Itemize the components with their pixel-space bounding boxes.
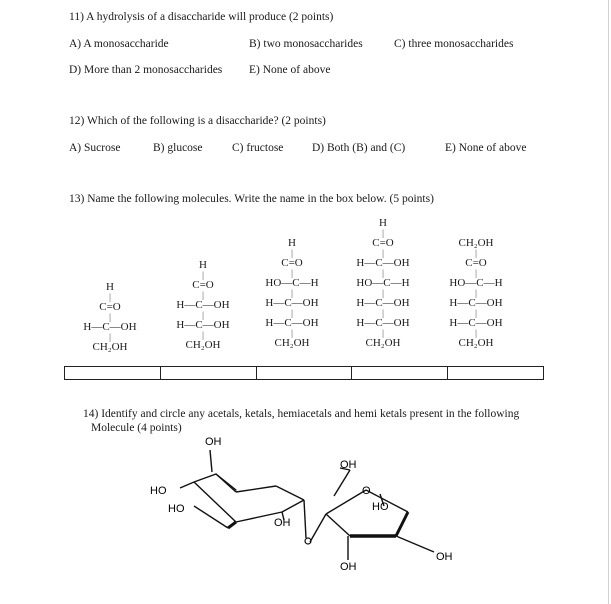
label-oh-right-top: OH: [340, 459, 357, 471]
mol5-line: CH₂OH: [458, 337, 494, 349]
mol4-line: H: [379, 217, 387, 229]
mol2-line: CH₂OH: [185, 339, 221, 351]
mol3-line: C=O: [281, 257, 303, 269]
mol3-line: H—C—OH: [265, 317, 319, 329]
q12-option-d: D) Both (B) and (C): [312, 142, 406, 154]
mol2-line: H—C—OH: [176, 299, 230, 311]
mol1-line: H: [106, 281, 114, 293]
q12-option-b: B) glucose: [153, 142, 203, 154]
mol3-line: H—C—OH: [265, 297, 319, 309]
q14-question-line2: Molecule (4 points): [91, 422, 182, 434]
mol4-line: CH₂OH: [365, 337, 401, 349]
molecule-5: CH₂OH | C=O | HO—C—H | H—C—OH | H—C—OH | CH₂OH: [438, 238, 514, 348]
mol4-line: H—C—OH: [356, 317, 410, 329]
label-ho-ring2: HO: [372, 501, 389, 513]
q12-option-c: C) fructose: [232, 142, 284, 154]
bond-oh-top: [210, 450, 212, 472]
mol2-line: H—C—OH: [176, 319, 230, 331]
q11-option-a: A) A monosaccharide: [69, 38, 169, 50]
mol3-line: H: [288, 237, 296, 249]
mol1-line: C=O: [99, 301, 121, 313]
q12-option-a: A) Sucrose: [69, 142, 121, 154]
mol1-line: CH₂OH: [92, 341, 128, 353]
molecule-4: H | C=O | H—C—OH | HO—C—H | H—C—OH | H—C—OH | CH₂OH: [345, 218, 421, 348]
mol5-line: C=O: [465, 257, 487, 269]
q11-option-c: C) three monosaccharides: [394, 38, 514, 50]
mol2-line: C=O: [192, 279, 214, 291]
q11-option-e: E) None of above: [249, 64, 331, 76]
mol5-line: HO—C—H: [449, 277, 503, 289]
q11-question: 11) A hydrolysis of a disaccharide will produce (2 points): [69, 11, 334, 23]
q12-option-e: E) None of above: [445, 142, 527, 154]
label-ho-left1: HO: [150, 485, 167, 497]
label-oh-top: OH: [205, 436, 222, 448]
mol3-line: CH₂OH: [274, 337, 310, 349]
mol4-line: H—C—OH: [356, 257, 410, 269]
mol5-line: H—C—OH: [449, 297, 503, 309]
molecule-3: H | C=O | HO—C—H | H—C—OH | H—C—OH | CH₂OH: [254, 238, 330, 348]
label-oh-ring: OH: [274, 517, 291, 529]
molecule-1: H | C=O | H—C—OH | CH₂OH: [78, 282, 142, 352]
label-oh-bottom: OH: [340, 561, 357, 573]
mol1-line: H—C—OH: [83, 321, 137, 333]
q11-option-b: B) two monosaccharides: [249, 38, 363, 50]
mol4-line: H—C—OH: [356, 297, 410, 309]
mol3-line: HO—C—H: [265, 277, 319, 289]
mol4-line: HO—C—H: [356, 277, 410, 289]
label-ho-left2: HO: [168, 503, 185, 515]
q11-option-d: D) More than 2 monosaccharides: [69, 64, 223, 76]
mol2-line: H: [199, 259, 207, 271]
mol5-line: CH₂OH: [458, 237, 494, 249]
mol4-line: C=O: [372, 237, 394, 249]
label-oh-far-right: OH: [436, 551, 453, 563]
label-o-ring2: O: [362, 485, 371, 497]
q14-question-line1: 14) Identify and circle any acetals, ketals, hemiacetals and hemi ketals present in the following: [83, 408, 520, 420]
q13-question: 13) Name the following molecules. Write the name in the box below. (5 points): [69, 193, 434, 205]
mol5-line: H—C—OH: [449, 317, 503, 329]
q12-question: 12) Which of the following is a disaccharide? (2 points): [69, 115, 326, 127]
molecule-2: H | C=O | H—C—OH | H—C—OH | CH₂OH: [168, 260, 238, 350]
